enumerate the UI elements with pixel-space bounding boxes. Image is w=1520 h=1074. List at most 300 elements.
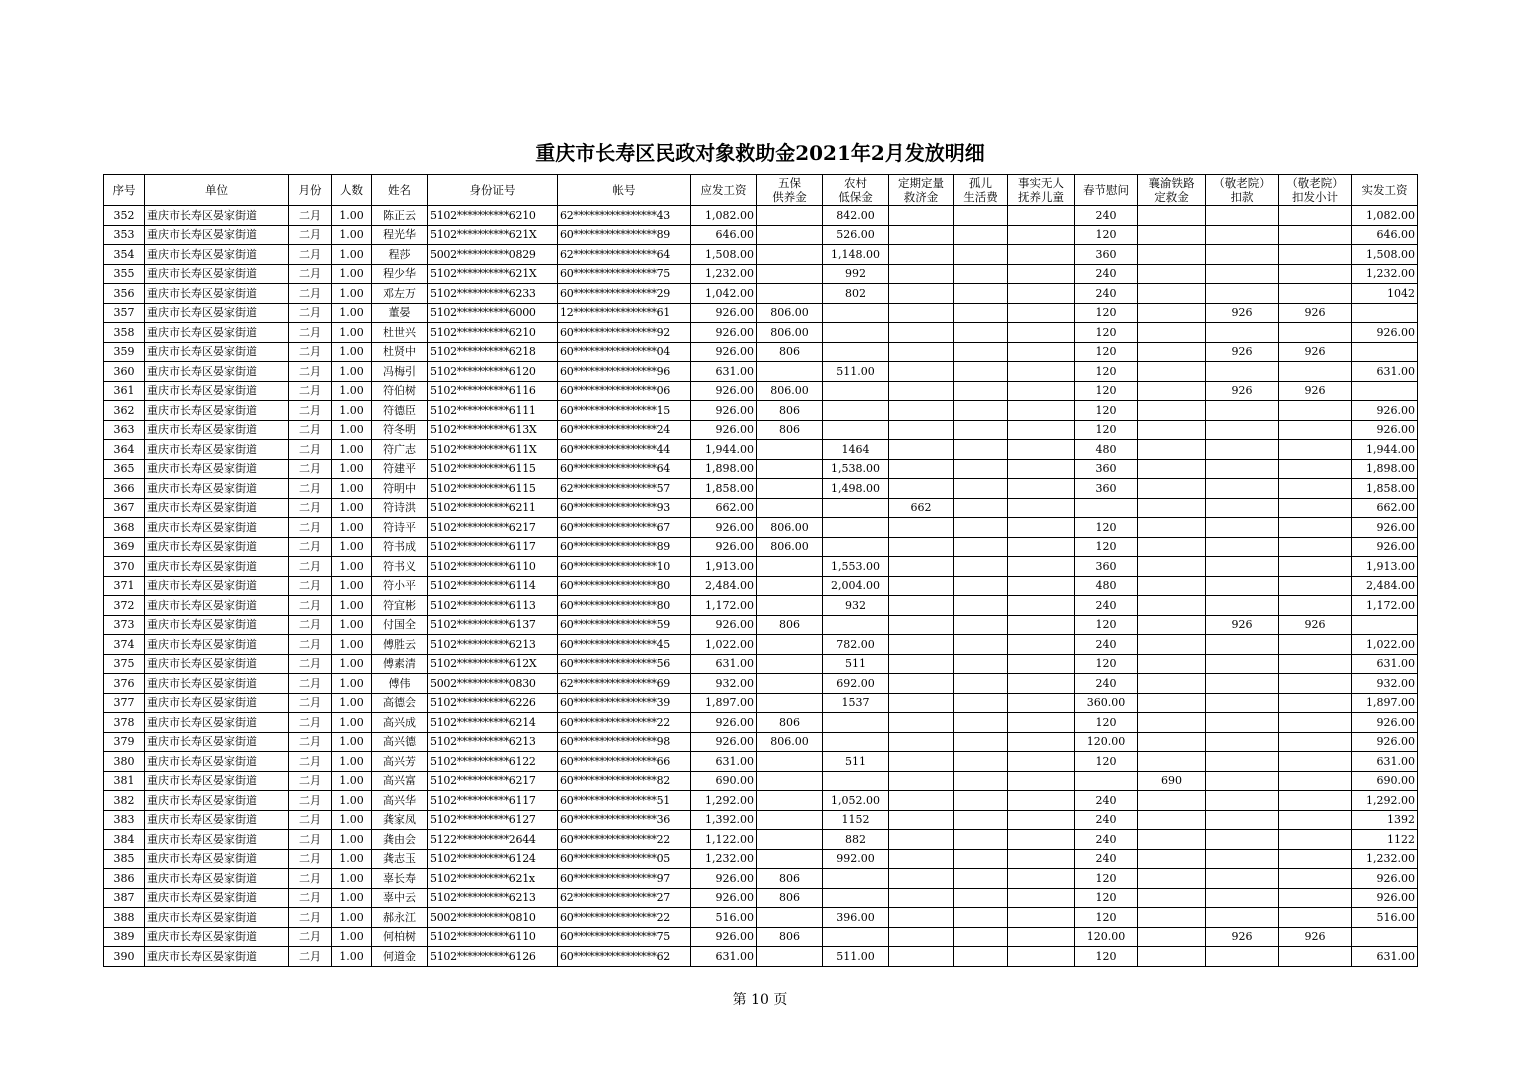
cell-regular-relief (889, 401, 954, 421)
cell-nursing-deduction (1206, 479, 1279, 499)
cell-nursing-deduction-subtotal (1279, 420, 1352, 440)
cell-regular-relief (889, 596, 954, 616)
cell-nursing-deduction-subtotal (1279, 713, 1352, 733)
cell-spring-festival: 240 (1075, 810, 1138, 830)
cell-orphan-allowance (954, 245, 1008, 265)
table-row (104, 264, 1418, 284)
cell-five-guarantee (757, 771, 823, 791)
cell-unattended-child (1008, 576, 1075, 596)
cell-orphan-allowance (954, 479, 1008, 499)
cell-orphan-allowance (954, 693, 1008, 713)
cell-spring-festival: 240 (1075, 596, 1138, 616)
cell-rural-subsistence: 1537 (823, 693, 889, 713)
cell-account: 60****************96 (558, 362, 691, 382)
cell-count: 1.00 (332, 459, 372, 479)
table-row (104, 362, 1418, 382)
cell-orphan-allowance (954, 459, 1008, 479)
cell-nursing-deduction (1206, 440, 1279, 460)
cell-five-guarantee (757, 498, 823, 518)
cell-gross-pay: 926.00 (691, 323, 757, 343)
cell-orphan-allowance (954, 362, 1008, 382)
cell-unit: 重庆市长寿区晏家街道 (145, 615, 289, 635)
cell-gross-pay: 932.00 (691, 674, 757, 694)
cell-spring-festival (1075, 771, 1138, 791)
cell-gross-pay: 631.00 (691, 752, 757, 772)
cell-rural-subsistence (823, 381, 889, 401)
cell-month: 二月 (289, 245, 332, 265)
cell-railway-relief (1138, 498, 1206, 518)
header-unit: 单位 (145, 175, 289, 206)
cell-index: 368 (104, 518, 145, 538)
cell-net-pay: 631.00 (1352, 947, 1418, 967)
cell-nursing-deduction (1206, 947, 1279, 967)
cell-id-number: 5102**********6127 (428, 810, 558, 830)
cell-gross-pay: 1,898.00 (691, 459, 757, 479)
cell-month: 二月 (289, 674, 332, 694)
cell-month: 二月 (289, 264, 332, 284)
cell-id-number: 5102**********6115 (428, 459, 558, 479)
cell-unit: 重庆市长寿区晏家街道 (145, 479, 289, 499)
cell-railway-relief (1138, 869, 1206, 889)
cell-month: 二月 (289, 518, 332, 538)
table-row (104, 908, 1418, 928)
cell-unattended-child (1008, 479, 1075, 499)
cell-gross-pay: 926.00 (691, 401, 757, 421)
cell-month: 二月 (289, 713, 332, 733)
cell-account: 12****************61 (558, 303, 691, 323)
cell-railway-relief (1138, 947, 1206, 967)
cell-count: 1.00 (332, 654, 372, 674)
cell-five-guarantee (757, 654, 823, 674)
cell-unattended-child (1008, 674, 1075, 694)
cell-nursing-deduction: 926 (1206, 303, 1279, 323)
cell-gross-pay: 1,392.00 (691, 810, 757, 830)
table-row (104, 323, 1418, 343)
cell-index: 357 (104, 303, 145, 323)
cell-spring-festival: 120 (1075, 518, 1138, 538)
cell-count: 1.00 (332, 225, 372, 245)
cell-spring-festival: 240 (1075, 206, 1138, 226)
cell-count: 1.00 (332, 615, 372, 635)
cell-id-number: 5102**********6000 (428, 303, 558, 323)
cell-five-guarantee (757, 693, 823, 713)
cell-five-guarantee (757, 908, 823, 928)
cell-regular-relief (889, 791, 954, 811)
cell-index: 356 (104, 284, 145, 304)
cell-spring-festival: 120 (1075, 323, 1138, 343)
cell-rural-subsistence (823, 303, 889, 323)
cell-nursing-deduction (1206, 713, 1279, 733)
cell-orphan-allowance (954, 674, 1008, 694)
cell-month: 二月 (289, 225, 332, 245)
cell-name: 程少华 (372, 264, 428, 284)
cell-five-guarantee (757, 947, 823, 967)
cell-nursing-deduction-subtotal (1279, 830, 1352, 850)
cell-orphan-allowance (954, 635, 1008, 655)
cell-unit: 重庆市长寿区晏家街道 (145, 732, 289, 752)
cell-name: 程光华 (372, 225, 428, 245)
cell-month: 二月 (289, 401, 332, 421)
cell-rural-subsistence (823, 771, 889, 791)
table-header-row (104, 175, 1418, 206)
cell-account: 62****************27 (558, 888, 691, 908)
cell-regular-relief (889, 674, 954, 694)
cell-unit: 重庆市长寿区晏家街道 (145, 576, 289, 596)
cell-index: 367 (104, 498, 145, 518)
table-row (104, 537, 1418, 557)
cell-count: 1.00 (332, 596, 372, 616)
cell-month: 二月 (289, 284, 332, 304)
cell-spring-festival: 120 (1075, 342, 1138, 362)
cell-five-guarantee (757, 576, 823, 596)
cell-id-number: 5102**********6233 (428, 284, 558, 304)
cell-index: 385 (104, 849, 145, 869)
cell-railway-relief (1138, 596, 1206, 616)
cell-month: 二月 (289, 498, 332, 518)
cell-orphan-allowance (954, 420, 1008, 440)
cell-id-number: 5102**********6210 (428, 206, 558, 226)
cell-id-number: 5102**********6122 (428, 752, 558, 772)
cell-rural-subsistence: 782.00 (823, 635, 889, 655)
cell-five-guarantee: 806.00 (757, 381, 823, 401)
table-row (104, 771, 1418, 791)
cell-account: 60****************45 (558, 635, 691, 655)
cell-unattended-child (1008, 908, 1075, 928)
table-row (104, 440, 1418, 460)
cell-id-number: 5102**********6213 (428, 732, 558, 752)
cell-count: 1.00 (332, 420, 372, 440)
cell-nursing-deduction (1206, 264, 1279, 284)
cell-unit: 重庆市长寿区晏家街道 (145, 440, 289, 460)
cell-month: 二月 (289, 459, 332, 479)
cell-unit: 重庆市长寿区晏家街道 (145, 537, 289, 557)
cell-spring-festival: 120 (1075, 615, 1138, 635)
cell-name: 龚家凤 (372, 810, 428, 830)
cell-regular-relief (889, 245, 954, 265)
table-row (104, 830, 1418, 850)
cell-nursing-deduction (1206, 674, 1279, 694)
cell-spring-festival: 120 (1075, 888, 1138, 908)
cell-count: 1.00 (332, 440, 372, 460)
table-row (104, 342, 1418, 362)
cell-account: 60****************44 (558, 440, 691, 460)
cell-unattended-child (1008, 810, 1075, 830)
cell-unattended-child (1008, 830, 1075, 850)
cell-regular-relief (889, 518, 954, 538)
cell-name: 龚由会 (372, 830, 428, 850)
cell-regular-relief (889, 459, 954, 479)
cell-net-pay: 1,172.00 (1352, 596, 1418, 616)
page-title: 重庆市长寿区民政对象救助金2021年2月发放明细 (535, 141, 985, 165)
cell-railway-relief (1138, 479, 1206, 499)
cell-orphan-allowance (954, 752, 1008, 772)
cell-index: 372 (104, 596, 145, 616)
cell-gross-pay: 1,944.00 (691, 440, 757, 460)
cell-count: 1.00 (332, 908, 372, 928)
cell-spring-festival: 240 (1075, 830, 1138, 850)
cell-unattended-child (1008, 440, 1075, 460)
cell-gross-pay: 1,897.00 (691, 693, 757, 713)
cell-id-number: 5002**********0810 (428, 908, 558, 928)
cell-count: 1.00 (332, 771, 372, 791)
cell-gross-pay: 1,022.00 (691, 635, 757, 655)
cell-five-guarantee (757, 245, 823, 265)
cell-unattended-child (1008, 381, 1075, 401)
cell-five-guarantee (757, 635, 823, 655)
cell-account: 60****************80 (558, 576, 691, 596)
cell-name: 符小平 (372, 576, 428, 596)
cell-count: 1.00 (332, 674, 372, 694)
cell-id-number: 5102**********6114 (428, 576, 558, 596)
cell-name: 辜长寿 (372, 869, 428, 889)
cell-rural-subsistence: 526.00 (823, 225, 889, 245)
cell-rural-subsistence (823, 498, 889, 518)
table-row (104, 869, 1418, 889)
cell-net-pay: 662.00 (1352, 498, 1418, 518)
cell-spring-festival: 240 (1075, 791, 1138, 811)
cell-regular-relief (889, 615, 954, 635)
cell-month: 二月 (289, 323, 332, 343)
cell-railway-relief (1138, 245, 1206, 265)
cell-index: 366 (104, 479, 145, 499)
header-nursing-deduction: （敬老院） 扣款 (1206, 175, 1279, 206)
cell-nursing-deduction: 926 (1206, 615, 1279, 635)
cell-gross-pay: 1,858.00 (691, 479, 757, 499)
cell-orphan-allowance (954, 576, 1008, 596)
cell-orphan-allowance (954, 869, 1008, 889)
header-count: 人数 (332, 175, 372, 206)
cell-month: 二月 (289, 927, 332, 947)
cell-railway-relief (1138, 440, 1206, 460)
cell-count: 1.00 (332, 537, 372, 557)
cell-five-guarantee: 806 (757, 713, 823, 733)
cell-five-guarantee: 806 (757, 420, 823, 440)
cell-account: 62****************64 (558, 245, 691, 265)
cell-name: 何道金 (372, 947, 428, 967)
cell-rural-subsistence: 932 (823, 596, 889, 616)
table-row (104, 849, 1418, 869)
cell-count: 1.00 (332, 713, 372, 733)
cell-orphan-allowance (954, 401, 1008, 421)
cell-gross-pay: 926.00 (691, 381, 757, 401)
cell-account: 60****************66 (558, 752, 691, 772)
cell-regular-relief (889, 927, 954, 947)
cell-account: 62****************57 (558, 479, 691, 499)
cell-railway-relief (1138, 206, 1206, 226)
cell-month: 二月 (289, 810, 332, 830)
cell-index: 386 (104, 869, 145, 889)
table-row (104, 752, 1418, 772)
cell-spring-festival: 480 (1075, 576, 1138, 596)
cell-rural-subsistence (823, 713, 889, 733)
cell-gross-pay: 646.00 (691, 225, 757, 245)
cell-account: 60****************75 (558, 927, 691, 947)
cell-nursing-deduction-subtotal (1279, 596, 1352, 616)
cell-index: 373 (104, 615, 145, 635)
cell-unattended-child (1008, 596, 1075, 616)
cell-spring-festival: 120 (1075, 401, 1138, 421)
cell-id-number: 5102**********6217 (428, 771, 558, 791)
cell-id-number: 5102**********6113 (428, 596, 558, 616)
cell-month: 二月 (289, 888, 332, 908)
cell-net-pay (1352, 342, 1418, 362)
cell-railway-relief (1138, 927, 1206, 947)
cell-nursing-deduction-subtotal (1279, 849, 1352, 869)
cell-regular-relief (889, 947, 954, 967)
cell-orphan-allowance (954, 206, 1008, 226)
cell-unit: 重庆市长寿区晏家街道 (145, 401, 289, 421)
cell-count: 1.00 (332, 264, 372, 284)
header-gross-pay: 应发工资 (691, 175, 757, 206)
cell-id-number: 5102**********611X (428, 440, 558, 460)
cell-nursing-deduction-subtotal: 926 (1279, 303, 1352, 323)
cell-five-guarantee (757, 596, 823, 616)
cell-nursing-deduction-subtotal (1279, 498, 1352, 518)
cell-orphan-allowance (954, 615, 1008, 635)
cell-railway-relief (1138, 459, 1206, 479)
header-nursing-deduction-subtotal: （敬老院） 扣发小计 (1279, 175, 1352, 206)
cell-net-pay: 631.00 (1352, 654, 1418, 674)
cell-net-pay: 1,022.00 (1352, 635, 1418, 655)
cell-name: 辜中云 (372, 888, 428, 908)
cell-rural-subsistence: 1152 (823, 810, 889, 830)
cell-nursing-deduction (1206, 654, 1279, 674)
cell-index: 388 (104, 908, 145, 928)
cell-nursing-deduction-subtotal (1279, 225, 1352, 245)
cell-spring-festival: 120 (1075, 654, 1138, 674)
cell-unit: 重庆市长寿区晏家街道 (145, 303, 289, 323)
table-body (104, 206, 1418, 967)
cell-index: 379 (104, 732, 145, 752)
cell-index: 389 (104, 927, 145, 947)
cell-railway-relief (1138, 693, 1206, 713)
cell-index: 353 (104, 225, 145, 245)
table-row (104, 888, 1418, 908)
cell-rural-subsistence: 1,148.00 (823, 245, 889, 265)
cell-rural-subsistence (823, 732, 889, 752)
cell-railway-relief (1138, 362, 1206, 382)
cell-five-guarantee (757, 264, 823, 284)
cell-rural-subsistence: 992 (823, 264, 889, 284)
cell-five-guarantee (757, 459, 823, 479)
cell-nursing-deduction-subtotal (1279, 771, 1352, 791)
cell-name: 龚志玉 (372, 849, 428, 869)
cell-five-guarantee (757, 830, 823, 850)
cell-regular-relief (889, 323, 954, 343)
cell-count: 1.00 (332, 732, 372, 752)
cell-net-pay (1352, 615, 1418, 635)
cell-net-pay: 926.00 (1352, 713, 1418, 733)
cell-spring-festival: 120 (1075, 420, 1138, 440)
cell-account: 62****************69 (558, 674, 691, 694)
cell-unattended-child (1008, 206, 1075, 226)
cell-net-pay: 631.00 (1352, 362, 1418, 382)
table-row (104, 225, 1418, 245)
cell-name: 傅伟 (372, 674, 428, 694)
page-number: 第 10 页 (732, 992, 788, 1008)
cell-nursing-deduction-subtotal (1279, 810, 1352, 830)
cell-unattended-child (1008, 303, 1075, 323)
cell-net-pay: 1,897.00 (1352, 693, 1418, 713)
cell-regular-relief (889, 771, 954, 791)
cell-railway-relief (1138, 830, 1206, 850)
cell-nursing-deduction-subtotal (1279, 693, 1352, 713)
cell-nursing-deduction-subtotal (1279, 537, 1352, 557)
cell-five-guarantee: 806.00 (757, 323, 823, 343)
cell-five-guarantee (757, 479, 823, 499)
cell-spring-festival: 120 (1075, 381, 1138, 401)
cell-gross-pay: 926.00 (691, 518, 757, 538)
cell-id-number: 5102**********612X (428, 654, 558, 674)
cell-regular-relief (889, 225, 954, 245)
cell-orphan-allowance (954, 440, 1008, 460)
table-row (104, 206, 1418, 226)
cell-five-guarantee: 806.00 (757, 303, 823, 323)
cell-gross-pay: 1,232.00 (691, 849, 757, 869)
cell-gross-pay: 926.00 (691, 615, 757, 635)
cell-id-number: 5122**********2644 (428, 830, 558, 850)
cell-unit: 重庆市长寿区晏家街道 (145, 693, 289, 713)
cell-month: 二月 (289, 771, 332, 791)
cell-month: 二月 (289, 576, 332, 596)
cell-count: 1.00 (332, 206, 372, 226)
cell-unit: 重庆市长寿区晏家街道 (145, 342, 289, 362)
cell-name: 符德臣 (372, 401, 428, 421)
cell-orphan-allowance (954, 596, 1008, 616)
cell-name: 傅素清 (372, 654, 428, 674)
cell-nursing-deduction-subtotal (1279, 518, 1352, 538)
cell-rural-subsistence (823, 518, 889, 538)
cell-gross-pay: 926.00 (691, 537, 757, 557)
cell-spring-festival: 120 (1075, 869, 1138, 889)
cell-net-pay: 1,898.00 (1352, 459, 1418, 479)
cell-id-number: 5002**********0829 (428, 245, 558, 265)
cell-orphan-allowance (954, 537, 1008, 557)
cell-regular-relief (889, 732, 954, 752)
cell-regular-relief (889, 869, 954, 889)
cell-nursing-deduction-subtotal: 926 (1279, 381, 1352, 401)
cell-orphan-allowance (954, 830, 1008, 850)
cell-id-number: 5102**********6124 (428, 849, 558, 869)
cell-spring-festival: 120 (1075, 362, 1138, 382)
cell-index: 383 (104, 810, 145, 830)
cell-orphan-allowance (954, 908, 1008, 928)
cell-unit: 重庆市长寿区晏家街道 (145, 654, 289, 674)
cell-five-guarantee: 806 (757, 927, 823, 947)
cell-account: 60****************80 (558, 596, 691, 616)
cell-railway-relief (1138, 420, 1206, 440)
cell-nursing-deduction-subtotal (1279, 674, 1352, 694)
header-unattended-child: 事实无人 抚养儿童 (1008, 175, 1075, 206)
cell-spring-festival: 120.00 (1075, 732, 1138, 752)
table-row (104, 401, 1418, 421)
cell-nursing-deduction (1206, 869, 1279, 889)
cell-gross-pay: 631.00 (691, 654, 757, 674)
cell-name: 符书义 (372, 557, 428, 577)
cell-count: 1.00 (332, 791, 372, 811)
cell-account: 60****************29 (558, 284, 691, 304)
cell-id-number: 5102**********6126 (428, 947, 558, 967)
cell-account: 60****************56 (558, 654, 691, 674)
cell-spring-festival: 240 (1075, 264, 1138, 284)
cell-rural-subsistence: 396.00 (823, 908, 889, 928)
cell-regular-relief (889, 693, 954, 713)
cell-unit: 重庆市长寿区晏家街道 (145, 810, 289, 830)
table-row (104, 947, 1418, 967)
cell-index: 377 (104, 693, 145, 713)
cell-index: 374 (104, 635, 145, 655)
cell-unit: 重庆市长寿区晏家街道 (145, 420, 289, 440)
